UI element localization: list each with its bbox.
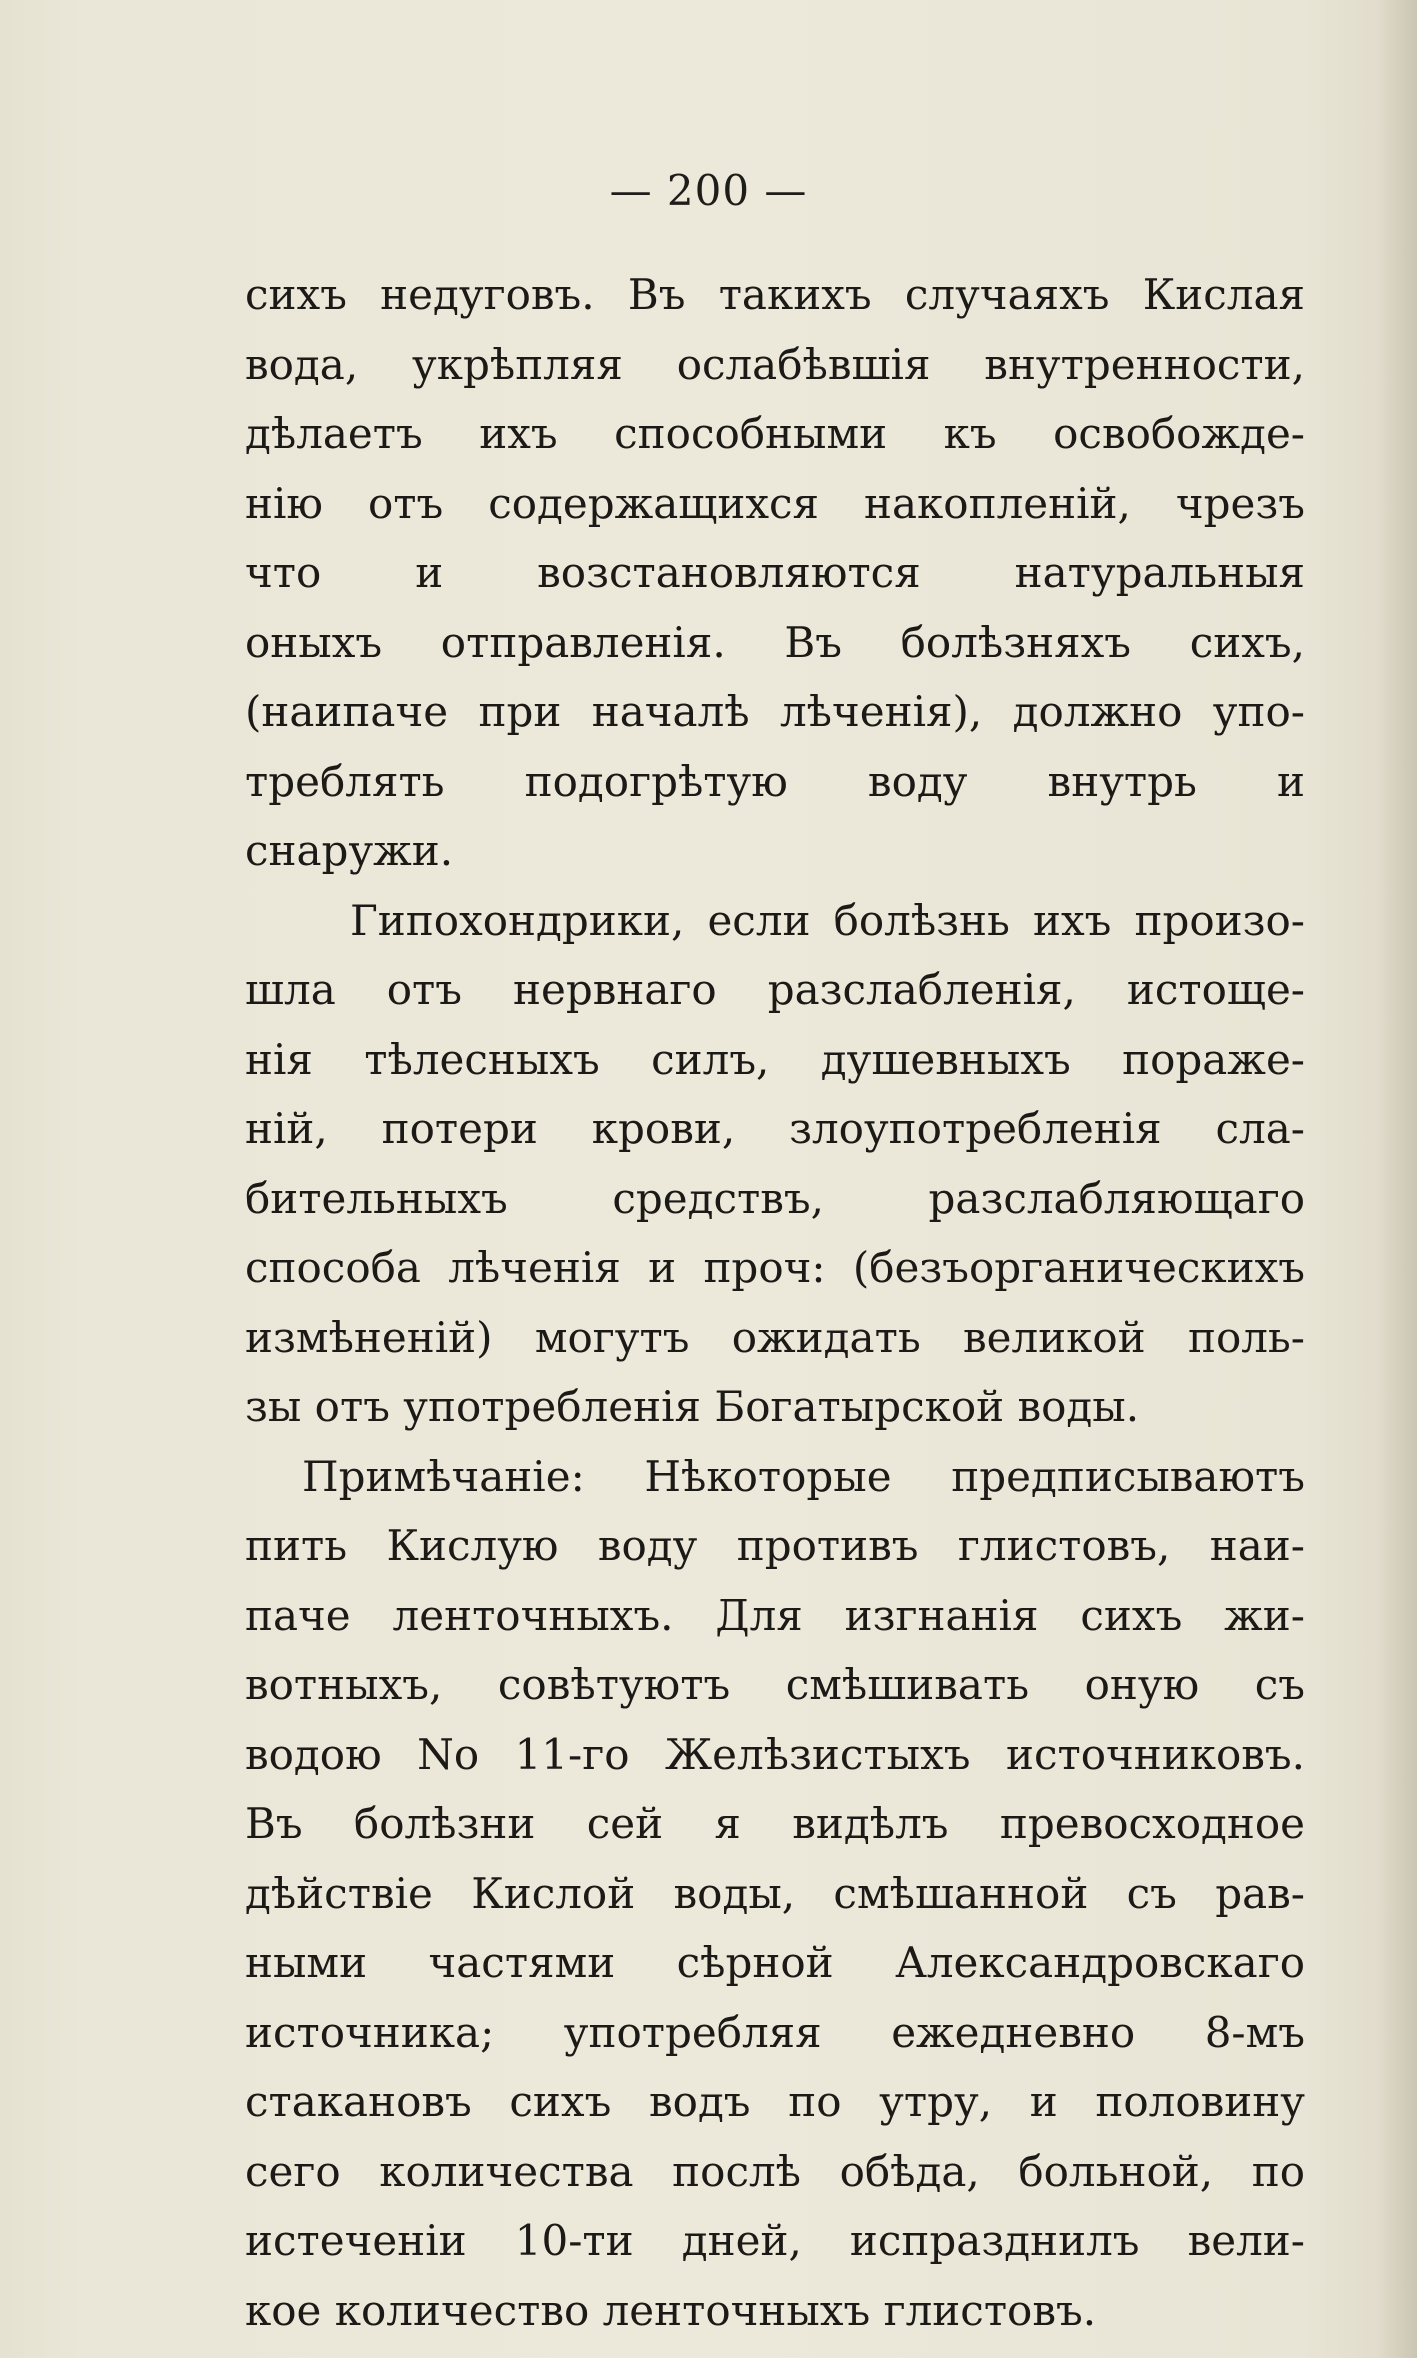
text-line: способа лѣченія и проч: (безъорганическихъ [245, 1243, 1305, 1292]
text-line: источника; употребляя ежедневно 8-мъ [245, 2007, 1305, 2057]
text-line: пить Кислую воду противъ глистовъ, наи- [245, 1521, 1305, 1570]
text-line: паче ленточныхъ. Для изгнанія сихъ жи- [245, 1590, 1305, 1640]
text-line: Примѣчаніе: Нѣкоторые предписываютъ [302, 1451, 1305, 1501]
text-line: водою No 11-го Желѣзистыхъ источниковъ. [245, 1729, 1305, 1779]
text-line: вода, укрѣпляя ослабѣвшія внутренности, [245, 339, 1305, 389]
text-line: нія тѣлесныхъ силъ, душевныхъ пораже- [245, 1034, 1305, 1084]
text-line: оныхъ отправленія. Въ болѣзняхъ сихъ, [245, 617, 1305, 667]
text-line: треблять подогрѣтую воду внутрь и [245, 756, 1305, 806]
text-line: зы отъ употребленія Богатырской воды. [245, 1382, 1140, 1431]
text-line: что и возстановляются натуральныя [245, 548, 1305, 597]
text-line: (наипаче при началѣ лѣченія), должно упо- [245, 687, 1305, 736]
text-line: нію отъ содержащихся накопленій, чрезъ [245, 478, 1305, 528]
text-line: ній, потери крови, злоупотребленія сла- [245, 1104, 1305, 1153]
text-line: сего количества послѣ обѣда, больной, по [245, 2146, 1305, 2196]
text-line: дѣйствіе Кислой воды, смѣшанной съ рав- [245, 1868, 1305, 1918]
text-line: измѣненій) могутъ ожидать великой поль- [245, 1312, 1305, 1362]
text-line: бительныхъ средствъ, разслабляющаго [245, 1173, 1305, 1223]
page-number: — 200 — [609, 166, 808, 215]
text-line: дѣлаетъ ихъ способными къ освобожде- [245, 409, 1305, 458]
text-line: снаружи. [245, 826, 454, 875]
text-line: Въ болѣзни сей я видѣлъ превосходное [245, 1799, 1305, 1848]
text-line: сихъ недуговъ. Въ такихъ случаяхъ Кислая [245, 270, 1305, 319]
body-text [245, 260, 1305, 2345]
text-line: вотныхъ, совѣтуютъ смѣшивать оную съ [245, 1660, 1305, 1709]
text-line: Гипохондрики, если болѣзнь ихъ произо- [350, 895, 1305, 945]
text-line: кое количество ленточныхъ глистовъ. [245, 2285, 1097, 2335]
text-line: шла отъ нервнаго разслабленія, истоще- [245, 965, 1305, 1014]
text-line: истеченіи 10-ти дней, испразднилъ вели- [245, 2216, 1305, 2265]
text-line: стакановъ сихъ водъ по утру, и половину [245, 2077, 1305, 2126]
text-line: ными частями сѣрной Александровскаго [245, 1938, 1305, 1987]
page-gutter-shadow [1377, 0, 1417, 2358]
